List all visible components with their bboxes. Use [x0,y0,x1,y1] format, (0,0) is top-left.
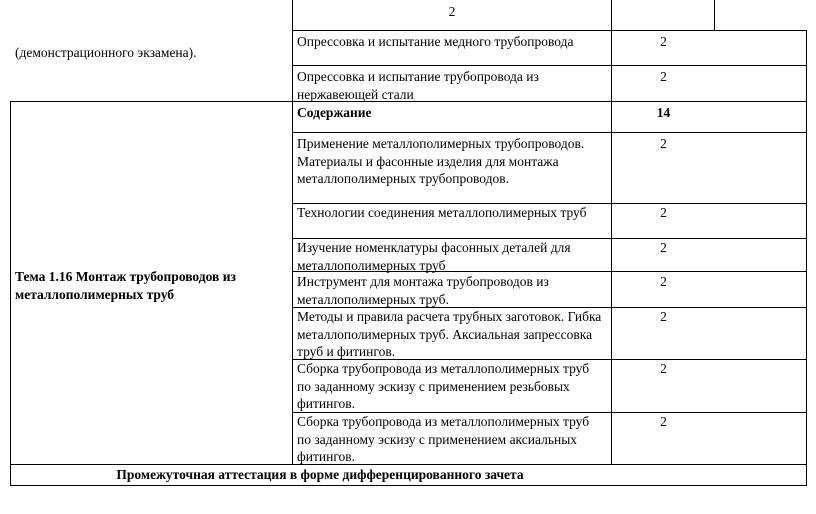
topic-title: Тема 1.16 Монтаж трубопроводов из металлополимерных труб [15,269,236,302]
topic-item-hours: 2 [660,205,667,220]
topic-item-hours: 2 [660,274,667,289]
topic-item-hours: 2 [660,309,667,324]
row-line [292,65,806,66]
item-hours: 2 [660,69,667,84]
item-text: Опрессовка и испытание медного трубопровода [297,34,574,49]
item-hours: 2 [660,34,667,49]
topic-item-text: Методы и правила расчета трубных заготовок. Гибка металлополимерных труб. Аксиальная запрессовка труб и фитингов. [297,309,602,359]
col-line [10,101,11,486]
topic-item-text: Инструмент для монтажа трубопроводов из металлополимерных труб. [297,274,549,307]
topic-item-text: Технологии соединения металлополимерных труб [297,205,587,220]
content-label: Содержание [297,105,372,120]
hours-top: 2 [448,4,456,19]
topic-item-text: Изучение номенклатуры фасонных деталей для металлополимерных труб [297,240,571,273]
topic-item-hours: 2 [660,240,667,255]
left-note: (демонстрационного экзамена). [15,45,197,60]
col-line [806,30,807,486]
col-line [292,0,293,465]
topic-item-hours: 2 [660,361,667,376]
row-line [292,132,806,133]
row-line [10,485,806,486]
topic-item-text: Сборка трубопровода из металлополимерных труб по заданному эскизу с применением аксиальных фитингов. [297,414,590,464]
topic-item-hours: 2 [660,414,667,429]
topic-item-text: Применение металлополимерных трубопроводов. Материалы и фасонные изделия для монтажа металлополимерных трубопроводов. [297,136,585,186]
item-text: Опрессовка и испытание трубопровода из нержавеющей стали [297,69,539,102]
content-hours: 14 [656,105,671,120]
row-line [292,30,806,31]
topic-item-text: Сборка трубопровода из металлополимерных труб по заданному эскизу с применением резьбовых фитингов. [297,361,590,411]
topic-item-hours: 2 [660,136,667,151]
footer-text: Промежуточная аттестация в форме дифференцированного зачета [116,467,524,482]
col-line [714,0,715,31]
